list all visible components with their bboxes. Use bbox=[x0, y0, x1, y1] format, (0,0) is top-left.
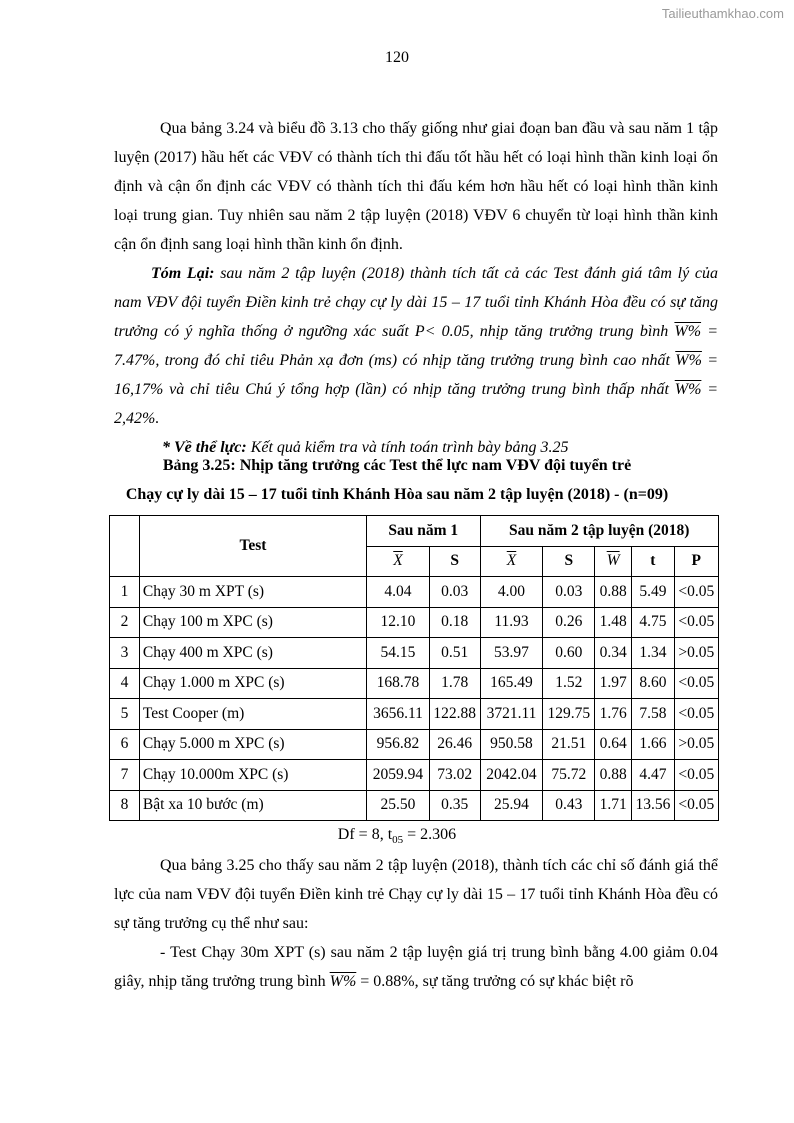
table-row bbox=[110, 699, 719, 730]
cell-s1: 0.51 bbox=[429, 638, 480, 669]
summary-text-1: sau năm 2 tập luyện (2018) thành tích tất cả các Test đánh giá tâm lý của nam VĐV đội tuyển Điền kinh trẻ chạy cự ly dài 15 – 17 tuổi tỉnh Khánh Hòa đều có sự tăng trưởng có ý nghĩa thống ở ngưỡng xác suất P< 0.05, nhịp tăng trưởng trung bình bbox=[114, 265, 719, 340]
cell-p: >0.05 bbox=[674, 638, 718, 669]
cell-s2: 0.03 bbox=[543, 577, 595, 608]
cell-s2: 21.51 bbox=[543, 729, 595, 760]
header-p: P bbox=[674, 546, 718, 577]
header-s2: S bbox=[543, 546, 595, 577]
header-no bbox=[110, 516, 140, 577]
cell-no: 5 bbox=[110, 699, 140, 730]
physical-label: * Về thể lực: bbox=[162, 439, 247, 456]
summary-text-3: = 16,17% và chỉ tiêu Chú ý tổng hợp (lần) có nhịp tăng trưởng trung bình thấp nhất bbox=[114, 352, 719, 398]
cell-test: Chạy 30 m XPT (s) bbox=[139, 577, 366, 608]
cell-x1: 3656.11 bbox=[367, 699, 430, 730]
cell-x1: 956.82 bbox=[367, 729, 430, 760]
cell-s2: 129.75 bbox=[543, 699, 595, 730]
header-year2: Sau năm 2 tập luyện (2018) bbox=[480, 516, 718, 547]
cell-p: <0.05 bbox=[674, 760, 718, 791]
body-upper bbox=[114, 114, 718, 462]
cell-test: Chạy 100 m XPC (s) bbox=[139, 607, 366, 638]
cell-x2: 3721.11 bbox=[480, 699, 543, 730]
page-number: 120 bbox=[385, 49, 409, 66]
cell-p: <0.05 bbox=[674, 668, 718, 699]
cell-t: 4.47 bbox=[632, 760, 674, 791]
cell-no: 8 bbox=[110, 790, 140, 821]
cell-x2: 11.93 bbox=[480, 607, 543, 638]
cell-w: 1.71 bbox=[595, 790, 632, 821]
degrees-of-freedom: Df = 8, $t_{05} = 2.306$ bbox=[337, 826, 457, 847]
cell-s2: 75.72 bbox=[543, 760, 595, 791]
cell-p: <0.05 bbox=[674, 790, 718, 821]
cell-p: <0.05 bbox=[674, 607, 718, 638]
cell-w: 0.88 bbox=[595, 760, 632, 791]
table-caption-1: Bảng 3.25: Nhịp tăng trưởng các Test thể lực nam VĐV đội tuyển trẻ bbox=[162, 457, 632, 474]
paragraph-2: Qua bảng 3.25 cho thấy sau năm 2 tập luyện (2018), thành tích các chỉ số đánh giá thể lực của nam VĐV đội tuyển Điền kinh trẻ Chạy cự ly dài 15 – 17 tuổi tỉnh Khánh Hòa đều có sự tăng trưởng cụ thể như sau: bbox=[114, 857, 718, 932]
physical-text: Kết quả kiểm tra và tính toán trình bày bảng 3.25 bbox=[246, 439, 569, 456]
cell-t: 1.34 bbox=[632, 638, 674, 669]
cell-no: 4 bbox=[110, 668, 140, 699]
cell-s2: 0.60 bbox=[543, 638, 595, 669]
w-percent-symbol: W% bbox=[674, 381, 702, 398]
w-percent-symbol: W% bbox=[674, 323, 702, 340]
cell-test: Bật xa 10 bước (m) bbox=[139, 790, 366, 821]
cell-no: 2 bbox=[110, 607, 140, 638]
table-row bbox=[110, 577, 719, 608]
cell-x2: 2042.04 bbox=[480, 760, 543, 791]
table-row bbox=[110, 607, 719, 638]
cell-s1: 1.78 bbox=[429, 668, 480, 699]
cell-t: 7.58 bbox=[632, 699, 674, 730]
cell-t: 13.56 bbox=[632, 790, 674, 821]
cell-no: 6 bbox=[110, 729, 140, 760]
paragraph-3: - Test Chạy 30m XPT (s) sau năm 2 tập luyện giá trị trung bình bằng 4.00 giảm 0.04 giây, nhịp tăng trưởng trung bình W% = 0.88%, sự tăng trưởng có sự khác biệt rõ bbox=[114, 944, 718, 990]
header-w: $\overline{W}$ bbox=[595, 546, 632, 577]
cell-test: Chạy 5.000 m XPC (s) bbox=[139, 729, 366, 760]
cell-s1: 0.18 bbox=[429, 607, 480, 638]
cell-w: 0.88 bbox=[595, 577, 632, 608]
cell-no: 1 bbox=[110, 577, 140, 608]
cell-w: 0.34 bbox=[595, 638, 632, 669]
table-row bbox=[110, 760, 719, 791]
cell-t: 1.66 bbox=[632, 729, 674, 760]
cell-p: <0.05 bbox=[674, 699, 718, 730]
cell-test: Chạy 1.000 m XPC (s) bbox=[139, 668, 366, 699]
header-x2: $\overline{X}$ bbox=[480, 546, 543, 577]
cell-w: 0.64 bbox=[595, 729, 632, 760]
cell-x2: 950.58 bbox=[480, 729, 543, 760]
header-test: Test bbox=[139, 516, 366, 577]
cell-x1: 2059.94 bbox=[367, 760, 430, 791]
w-percent-symbol: W% bbox=[329, 973, 357, 990]
header-t: t bbox=[632, 546, 674, 577]
summary-text-4: = 2,42%. bbox=[114, 381, 719, 427]
cell-no: 7 bbox=[110, 760, 140, 791]
cell-x1: 54.15 bbox=[367, 638, 430, 669]
cell-no: 3 bbox=[110, 638, 140, 669]
cell-test: Chạy 400 m XPC (s) bbox=[139, 638, 366, 669]
summary-paragraph bbox=[114, 259, 718, 433]
table-row bbox=[110, 638, 719, 669]
cell-s1: 122.88 bbox=[429, 699, 480, 730]
cell-t: 8.60 bbox=[632, 668, 674, 699]
cell-s1: 73.02 bbox=[429, 760, 480, 791]
cell-s2: 1.52 bbox=[543, 668, 595, 699]
table-caption-2: Chạy cự ly dài 15 – 17 tuổi tỉnh Khánh Hòa sau năm 2 tập luyện (2018) - (n=09) bbox=[125, 486, 669, 503]
table-row bbox=[110, 790, 719, 821]
summary-text-2: = 7.47%, trong đó chỉ tiêu Phản xạ đơn (ms) có nhịp tăng trưởng trung bình cao nhất bbox=[114, 323, 718, 369]
cell-x2: 25.94 bbox=[480, 790, 543, 821]
table-row bbox=[110, 729, 719, 760]
header-year1: Sau năm 1 bbox=[367, 516, 481, 547]
cell-x1: 168.78 bbox=[367, 668, 430, 699]
cell-test: Test Cooper (m) bbox=[139, 699, 366, 730]
cell-s2: 0.26 bbox=[543, 607, 595, 638]
watermark: Tailieuthamkhao.com bbox=[661, 6, 784, 21]
header-s1: S bbox=[429, 546, 480, 577]
cell-s2: 0.43 bbox=[543, 790, 595, 821]
cell-test: Chạy 10.000m XPC (s) bbox=[139, 760, 366, 791]
cell-s1: 0.35 bbox=[429, 790, 480, 821]
cell-p: >0.05 bbox=[674, 729, 718, 760]
table-row bbox=[110, 668, 719, 699]
cell-x1: 25.50 bbox=[367, 790, 430, 821]
cell-s1: 26.46 bbox=[429, 729, 480, 760]
cell-w: 1.48 bbox=[595, 607, 632, 638]
header-x1: $\overline{X}$ bbox=[367, 546, 430, 577]
cell-t: 5.49 bbox=[632, 577, 674, 608]
cell-x2: 53.97 bbox=[480, 638, 543, 669]
w-percent-symbol: W% bbox=[675, 352, 702, 369]
cell-p: <0.05 bbox=[674, 577, 718, 608]
fitness-table bbox=[109, 515, 719, 821]
cell-w: 1.76 bbox=[595, 699, 632, 730]
cell-x2: 165.49 bbox=[480, 668, 543, 699]
cell-t: 4.75 bbox=[632, 607, 674, 638]
cell-w: 1.97 bbox=[595, 668, 632, 699]
cell-x2: 4.00 bbox=[480, 577, 543, 608]
summary-label: Tóm Lại: bbox=[151, 265, 215, 282]
body-lower bbox=[114, 851, 718, 996]
cell-x1: 4.04 bbox=[367, 577, 430, 608]
cell-s1: 0.03 bbox=[429, 577, 480, 608]
paragraph-1: Qua bảng 3.24 và biểu đồ 3.13 cho thấy giống như giai đoạn ban đầu và sau năm 1 tập luyện (2017) hầu hết các VĐV có thành tích thi đấu tốt hầu hết có loại hình thần kinh loại ổn định và cận ổn định các VĐV có thành tích thi đấu kém hơn hầu hết có loại hình thần kinh loại trung gian. Tuy nhiên sau năm 2 tập luyện (2018) VĐV 6 chuyển từ loại hình thần kinh cận ổn định sang loại hình thần kinh ổn định. bbox=[114, 120, 718, 253]
cell-x1: 12.10 bbox=[367, 607, 430, 638]
table-header-row bbox=[110, 516, 719, 547]
